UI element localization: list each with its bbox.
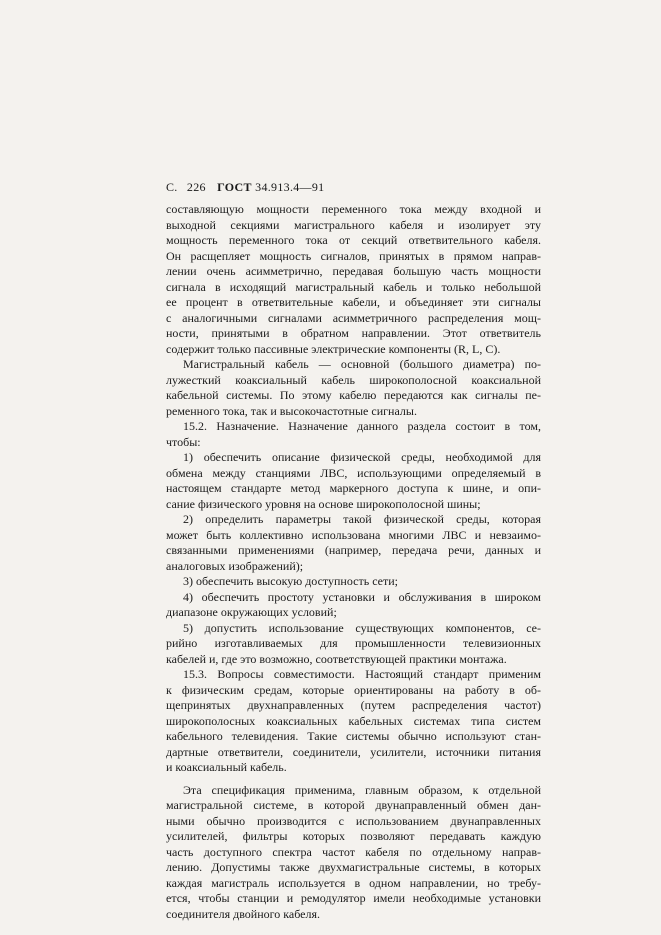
text-line: сание физического уровня на основе широкополосной шины;	[166, 496, 481, 511]
text-line: широкополосных коаксиальных кабельных системах типа систем	[166, 713, 541, 728]
text-line: связанными применениями (например, передача речи, данных и	[166, 543, 541, 557]
standard-number: 34.913.4—91	[255, 180, 325, 194]
text-line: и коаксиальный кабель.	[166, 760, 287, 774]
text-line: Эта спецификация применима, главным образом, к отдельной	[183, 782, 541, 797]
text-line: аналоговых изображений);	[166, 558, 304, 573]
text-line: обмена между станциями ЛВС, использующими определяемый в	[166, 465, 541, 480]
text-line: ременного тока, так и высокочастотные сигналы.	[166, 403, 417, 418]
text-line: кабельной системы. По этому кабелю передаются как сигналы пе-	[166, 388, 541, 402]
text-line: Он расщепляет мощность сигналов, принятых в прямом направ-	[166, 248, 541, 263]
text-line: диапазоне окружающих условий;	[166, 605, 337, 619]
text-line: рийно изготавливаемых для промышленности телевизионных	[166, 636, 541, 650]
text-line: 2) определить параметры такой физической среды, которая	[183, 512, 541, 526]
body-text	[166, 202, 541, 922]
text-line: каждая магистраль используется в одном направлении, но требу-	[166, 875, 541, 890]
text-line: 1) обеспечить описание физической среды, необходимой для	[183, 450, 541, 464]
text-line: с аналогичными сигналами асимметричного распределения мощ-	[166, 310, 541, 325]
text-line: к физическим средам, которые ориентированы на работу в об-	[166, 682, 541, 697]
text-line: кабельного телевидения. Такие системы обычно используют стан-	[166, 729, 541, 743]
text-line: содержит только пассивные электрические компоненты (R, L, C).	[166, 341, 501, 356]
text-line: часть доступного спектра частот кабеля по отдельному направ-	[166, 844, 541, 859]
text-line: составляющую мощности переменного тока между входной и	[166, 202, 541, 216]
text-line: сигнала в исходящий магистральный кабель и только небольшой	[166, 279, 541, 294]
text-line: выходной секциями магистрального кабеля и изолирует эту	[166, 217, 541, 232]
page-number: 226	[186, 180, 206, 194]
text-line: соединителя двойного кабеля.	[166, 906, 321, 921]
text-line: ется, чтобы станции и ремодулятор имели необходимые установки	[166, 891, 541, 905]
text-line: настоящем стандарте метод маркерного доступа к шине, и опи-	[166, 481, 541, 495]
paragraph-gap	[166, 776, 541, 783]
text-line: 4) обеспечить простоту установки и обслуживания в широком	[183, 589, 541, 604]
text-line: может быть коллективно использована многими ЛВС и невзаимо-	[166, 527, 541, 542]
page-label: С.	[166, 180, 178, 194]
text-line: дартные ответвители, соединители, усилители, источники питания	[166, 744, 541, 759]
standard-prefix: ГОСТ	[217, 180, 252, 194]
text-line: 5) допустить использование существующих компонентов, се-	[183, 620, 541, 635]
page-header	[166, 180, 324, 195]
text-line: 15.3. Вопросы совместимости. Настоящий стандарт применим	[183, 667, 541, 681]
text-line: лении очень асимметрично, передавая большую часть мощности	[166, 264, 541, 278]
text-line: магистральной системе, в которой двунаправленный обмен дан-	[166, 798, 541, 812]
text-line: ее процент в ответвительные кабели, и объединяет эти сигналы	[166, 295, 541, 309]
text-line: усилителей, фильтры которых позволяют передавать каждую	[166, 829, 541, 843]
text-line: кабелей и, где это возможно, соответствующей практики монтажа.	[166, 651, 507, 666]
text-line: 3) обеспечить высокую доступность сети;	[183, 574, 398, 588]
text-line: лению. Допустимы также двухмагистральные системы, в которых	[166, 860, 541, 874]
text-line: ными обычно производится с использованием двунаправленных	[166, 813, 541, 828]
text-line: 15.2. Назначение. Назначение данного раздела состоит в том,	[183, 419, 541, 433]
text-line: ности, принятыми в обратном направлении. Этот ответвитель	[166, 326, 541, 340]
text-line: чтобы:	[166, 434, 201, 449]
text-line: лужесткий коаксиальный кабель широкополосной коаксиальной	[166, 372, 541, 387]
text-line: Магистральный кабель — основной (большого диаметра) по-	[183, 357, 541, 371]
text-line: щепринятых двухнаправленных (путем распределения частот)	[166, 698, 541, 712]
text-line: мощность переменного тока от секций ответвительного кабеля.	[166, 233, 541, 247]
